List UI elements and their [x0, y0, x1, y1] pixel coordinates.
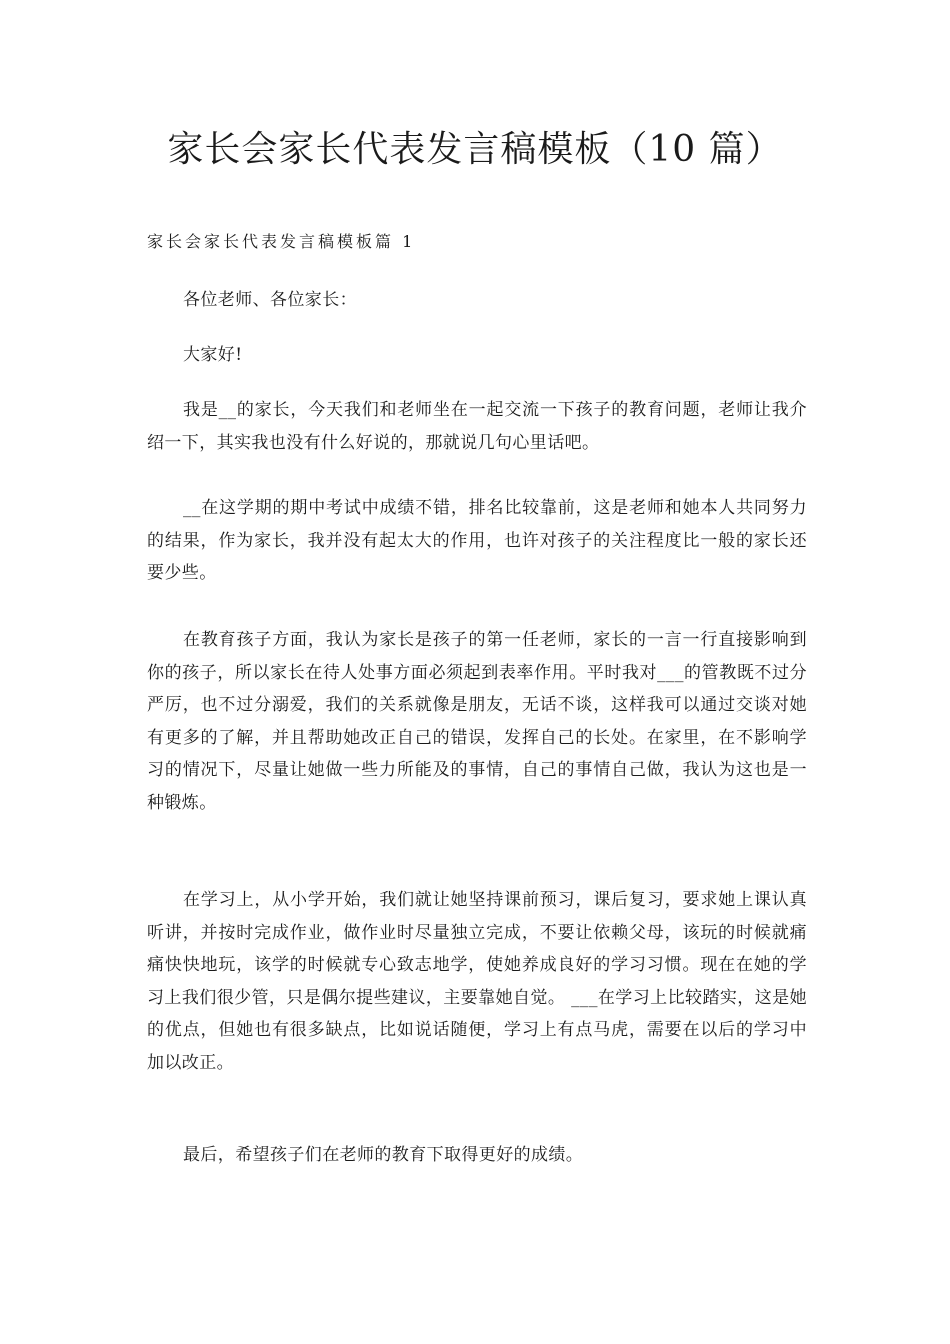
salutation-paragraph: 各位老师、各位家长： — [183, 290, 357, 310]
grades-paragraph: __在这学期的期中考试中成绩不错，排名比较靠前，这是老师和她本人共同努力的结果，作为家长，我并没有起太大的作用，也许对孩子的关注程度比一般的家长还要少些。 — [147, 498, 807, 583]
intro-paragraph: 我是__的家长，今天我们和老师坐在一起交流一下孩子的教育问题，老师让我介绍一下，其实我也没有什么好说的，那就说几句心里话吧。 — [147, 400, 807, 453]
greeting-paragraph: 大家好! — [183, 345, 243, 365]
document-title: 家长会家长代表发言稿模板（10 篇） — [167, 129, 783, 170]
closing-paragraph: 最后，希望孩子们在老师的教育下取得更好的成绩。 — [183, 1145, 584, 1165]
section-heading: 家长会家长代表发言稿模板篇 1 — [147, 232, 416, 251]
study-paragraph: 在学习上，从小学开始，我们就让她坚持课前预习，课后复习，要求她上课认真听讲，并按时完成作业，做作业时尽量独立完成，不要让依赖父母，该玩的时候就痛痛快快地玩，该学的时候就专心致志地学，使她养成良好的学习习惯。现在在她的学习上我们很少管，只是偶尔提些建议，主要靠她自觉。 ___在学习上比较踏实，这是她的优点，但她也有很多缺点，比如说话随便，学习上有点马虎，需要在以后的学习中加以改正。 — [147, 890, 807, 1073]
upbringing-paragraph: 在教育孩子方面，我认为家长是孩子的第一任老师，家长的一言一行直接影响到你的孩子，所以家长在待人处事方面必须起到表率作用。平时我对___的管教既不过分严厉，也不过分溺爱，我们的关系就像是朋友，无话不谈，这样我可以通过交谈对她有更多的了解，并且帮助她改正自己的错误，发挥自己的长处。在家里，在不影响学习的情况下，尽量让她做一些力所能及的事情，自己的事情自己做，我认为这也是一种锻炼。 — [147, 630, 807, 813]
